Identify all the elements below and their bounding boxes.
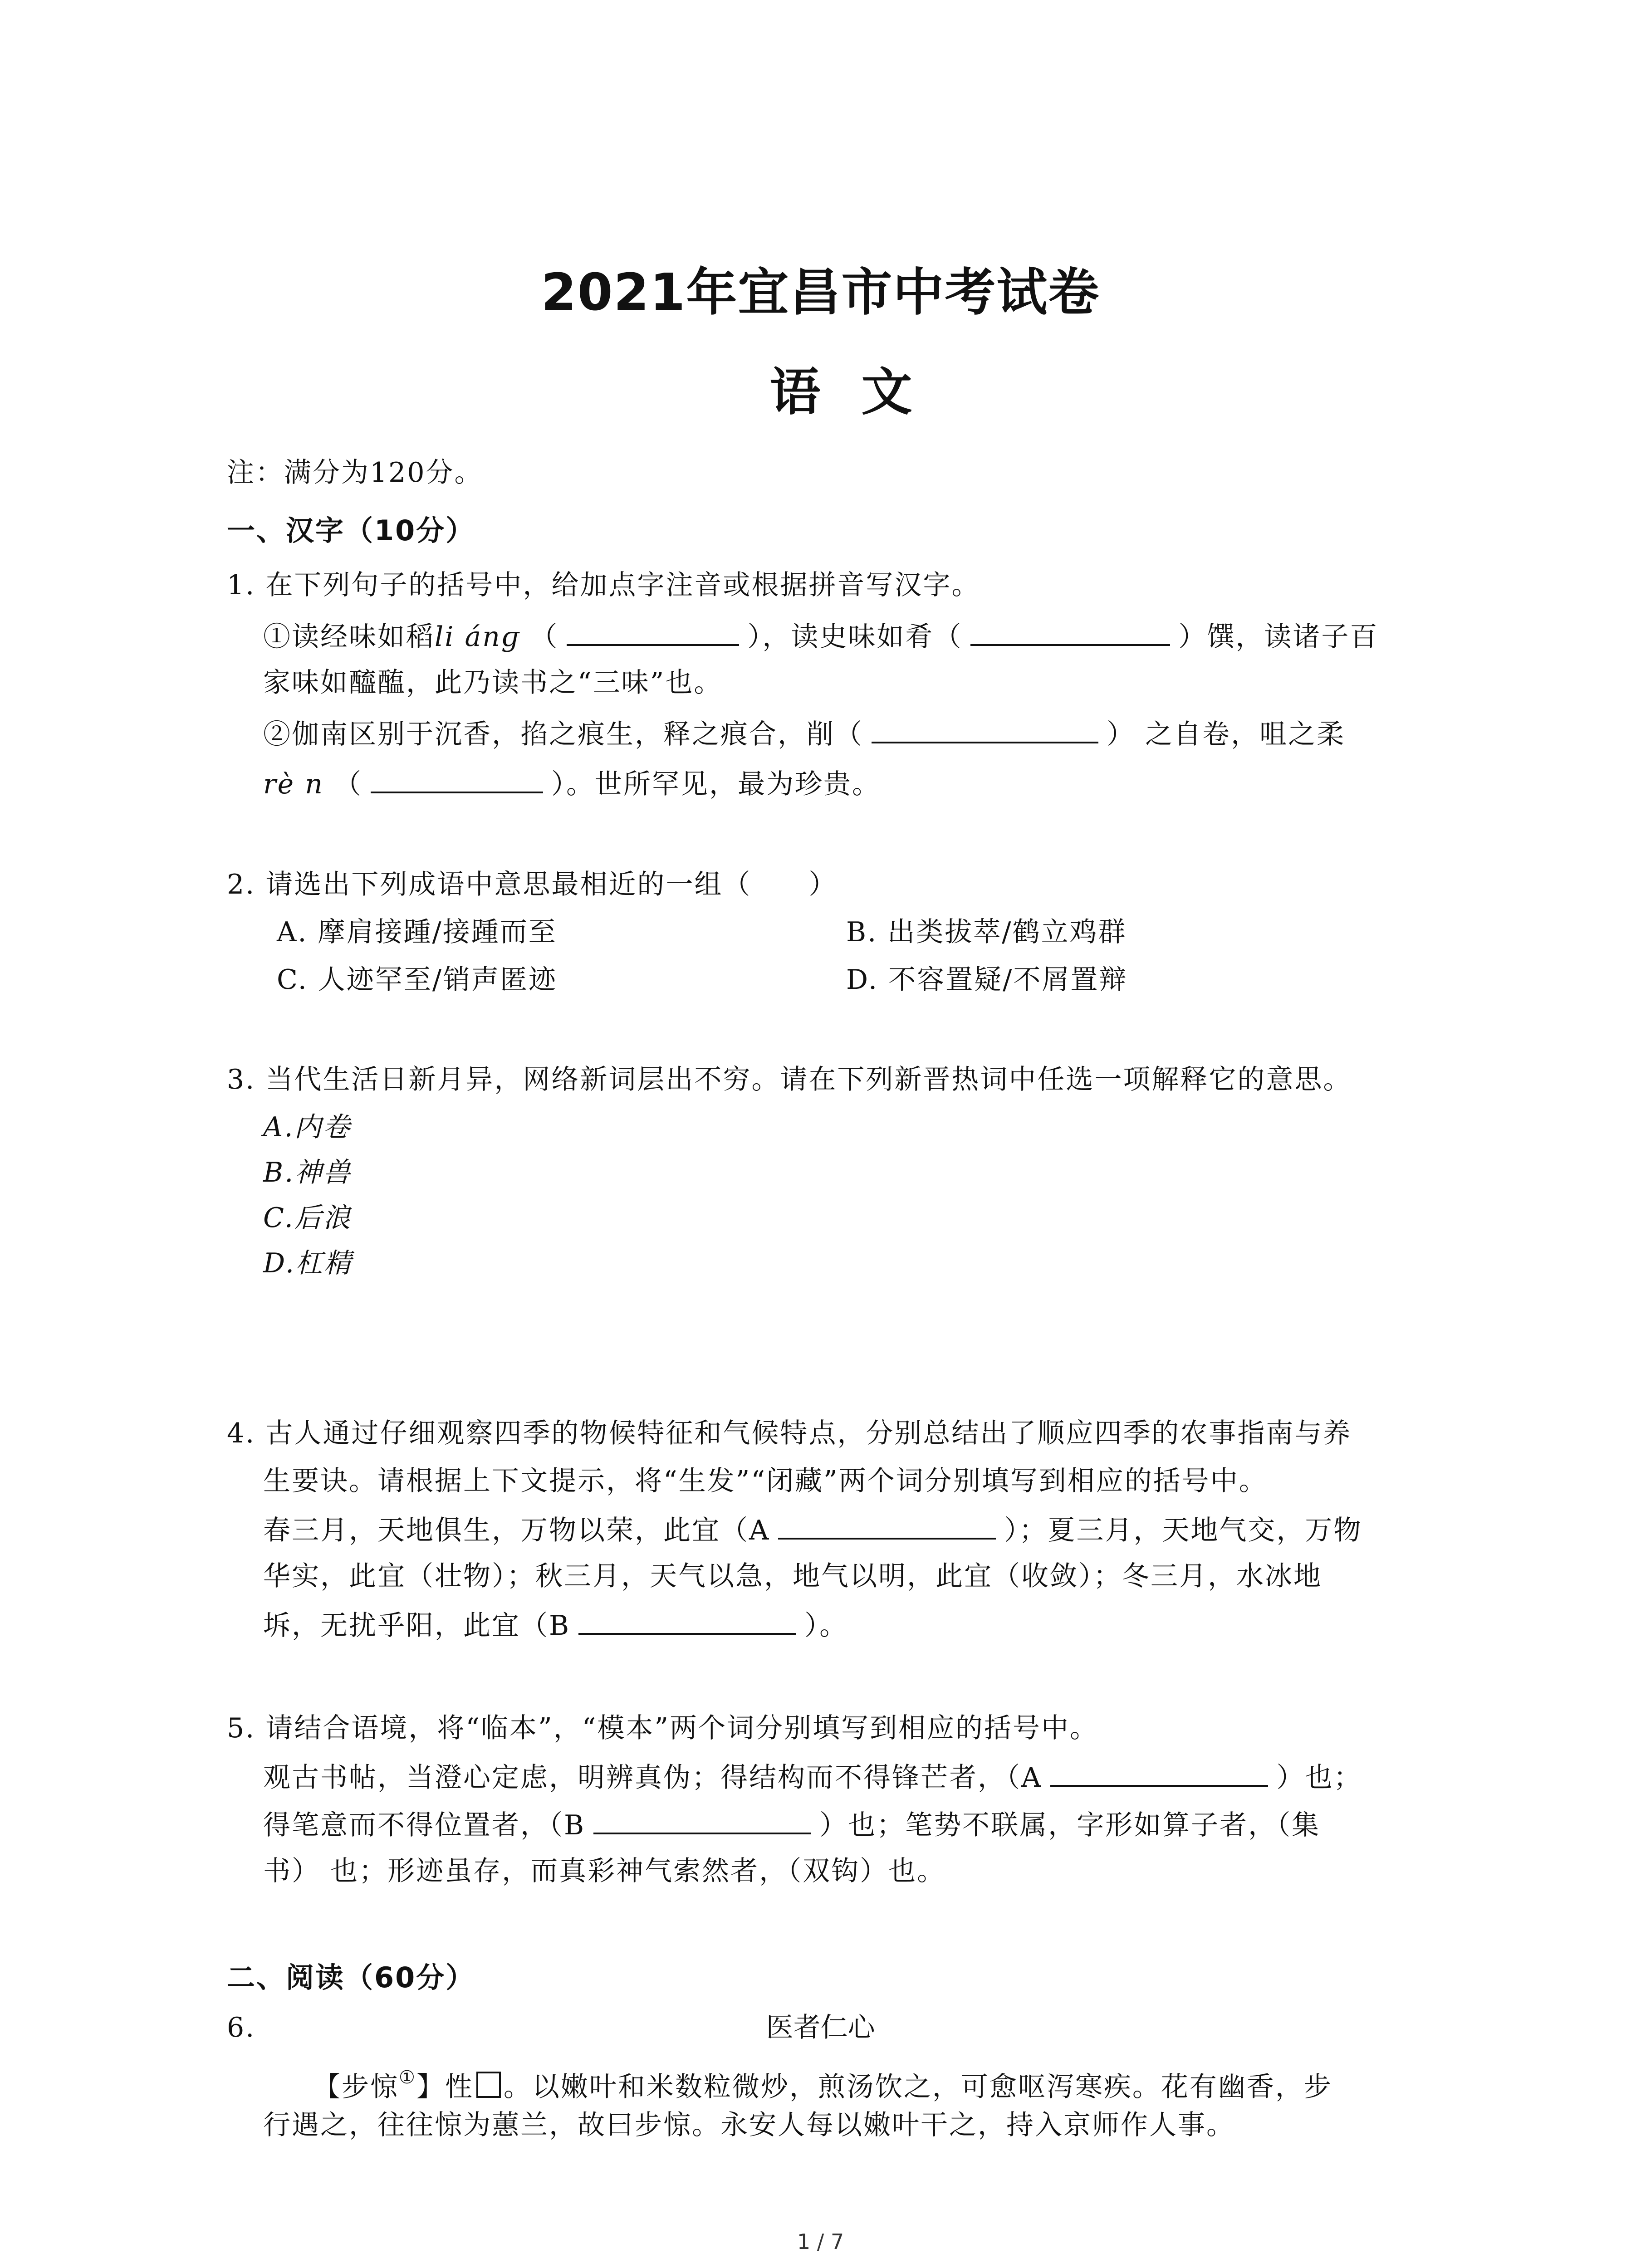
subject-title: 语文 [769, 363, 953, 422]
q3-stem: 3. 当代生活日新月异，网络新词层出不穷。请在下列新晋热词中任选一项解释它的意思。 [227, 1064, 1352, 1095]
q4-l5-text-a: 坼，无扰乎阳，此宜（B [263, 1610, 571, 1642]
q4-line-5 [263, 1606, 848, 1644]
q1-l1-text-d: ）馔，读诸子百 [1178, 621, 1379, 653]
q4-answer-blank-a[interactable] [778, 1510, 996, 1540]
q5-answer-blank-a[interactable] [1050, 1758, 1268, 1787]
q5-l3-text-b: ）也；笔势不联属，字形如算子者，（集 [819, 1809, 1321, 1841]
q4-stem-2: 生要诀。请根据上下文提示，将“生发”“闭藏”两个词分别填写到相应的括号中。 [263, 1465, 1268, 1497]
q1-answer-blank-1[interactable] [567, 617, 739, 646]
q4-line-4: 华实，此宜（壮物）；秋三月，天气以急，地气以明，此宜（收敛）；冬三月，水冰地 [263, 1560, 1322, 1592]
q6-line-1 [313, 2059, 1332, 2105]
q4-l3-text-a: 春三月，天地俱生，万物以荣，此宜（A [263, 1515, 770, 1546]
q2-option-a[interactable]: A. 摩肩接踵/接踵而至 [277, 916, 557, 948]
q3-option-d[interactable]: D.杠精 [263, 1247, 353, 1279]
q1-answer-blank-4[interactable] [371, 764, 543, 793]
q5-line-4: 书） 也；形迹虽存，而真彩神气索然者，（双钩）也。 [263, 1855, 946, 1887]
q6-missing-char-box [476, 2072, 501, 2098]
q6-passage-title: 医者仁心 [766, 2012, 875, 2043]
q2-option-c[interactable]: C. 人迹罕至/销声匿迹 [277, 964, 558, 996]
q3-option-a[interactable]: A.内卷 [263, 1111, 352, 1143]
q1-l3-text-b: ） 之自卷，咀之柔 [1107, 719, 1346, 750]
q1-line-4 [263, 764, 881, 802]
q5-stem: 5. 请结合语境，将“临本”，“模本”两个词分别填写到相应的括号中。 [227, 1712, 1099, 1744]
q1-line-1 [263, 617, 1378, 655]
q6-l1-text-a: 【步惊 [313, 2071, 399, 2103]
q1-answer-blank-2[interactable] [970, 617, 1170, 646]
q1-l1-text-b: （ [530, 621, 559, 653]
q4-l5-text-b: ）。 [804, 1610, 848, 1642]
q1-line-3 [263, 714, 1345, 753]
q4-l3-text-b: ）；夏三月，天地气交，万物 [1004, 1515, 1362, 1546]
q2-option-d[interactable]: D. 不容置疑/不屑置辩 [846, 964, 1128, 996]
section-1-title: 一、汉字（10分） [227, 514, 475, 547]
score-note: 注：满分为120分。 [227, 457, 483, 489]
q1-l4-text-b: ）。世所罕见，最为珍贵。 [551, 768, 881, 800]
q6-footnote-marker: ① [399, 2067, 416, 2088]
section-2-title: 二、阅读（60分） [227, 1961, 475, 1994]
q1-l1-text-c: ），读史味如肴（ [747, 621, 963, 653]
q1-line-2: 家味如醯醢，此乃读书之“三味”也。 [263, 667, 723, 699]
q1-l1-text-a: ①读经味如稻 [263, 621, 435, 653]
q4-answer-blank-b[interactable] [578, 1606, 796, 1635]
q1-l1-pinyin: li ánɡ [435, 621, 520, 653]
q5-line-2 [263, 1758, 1362, 1796]
q3-option-b[interactable]: B.神兽 [263, 1157, 352, 1188]
q6-line-2: 行遇之，往往惊为蕙兰，故曰步惊。永安人每以嫩叶干之，持入京师作人事。 [263, 2109, 1235, 2141]
q1-l4-pinyin: rè n [263, 768, 324, 800]
q2-stem: 2. 请选出下列成语中意思最相近的一组（ ） [227, 869, 838, 900]
exam-title: 2021年宜昌市中考试卷 [541, 263, 1100, 322]
q6-l1-text-b: 】性 [416, 2071, 474, 2103]
page-number: 1 / 7 [797, 2229, 844, 2254]
q3-option-c[interactable]: C.后浪 [263, 1202, 352, 1234]
q5-answer-blank-b[interactable] [593, 1805, 811, 1834]
q5-line-3 [263, 1805, 1320, 1843]
q1-stem: 1. 在下列句子的括号中，给加点字注音或根据拼音写汉字。 [227, 569, 980, 601]
q5-l2-text-a: 观古书帖，当澄心定虑，明辨真伪；得结构而不得锋芒者，（A [263, 1762, 1043, 1794]
q5-l3-text-a: 得笔意而不得位置者，（B [263, 1809, 586, 1841]
q4-line-3 [263, 1510, 1362, 1549]
q5-l2-text-b: ）也； [1276, 1762, 1362, 1794]
q1-l4-text-a: （ [333, 768, 362, 800]
q4-stem-1: 4. 古人通过仔细观察四季的物候特征和气候特点，分别总结出了顺应四季的农事指南与养 [227, 1418, 1352, 1449]
q6-l1-text-c: 。以嫩叶和米数粒微炒，煎汤饮之，可愈呕泻寒疾。花有幽香，步 [503, 2071, 1332, 2103]
q1-answer-blank-3[interactable] [872, 714, 1098, 743]
q2-option-b[interactable]: B. 出类拔萃/鹤立鸡群 [846, 916, 1127, 948]
q6-number: 6. [227, 2012, 256, 2043]
q1-l3-text-a: ②伽南区别于沉香，掐之痕生，释之痕合，削（ [263, 719, 863, 750]
